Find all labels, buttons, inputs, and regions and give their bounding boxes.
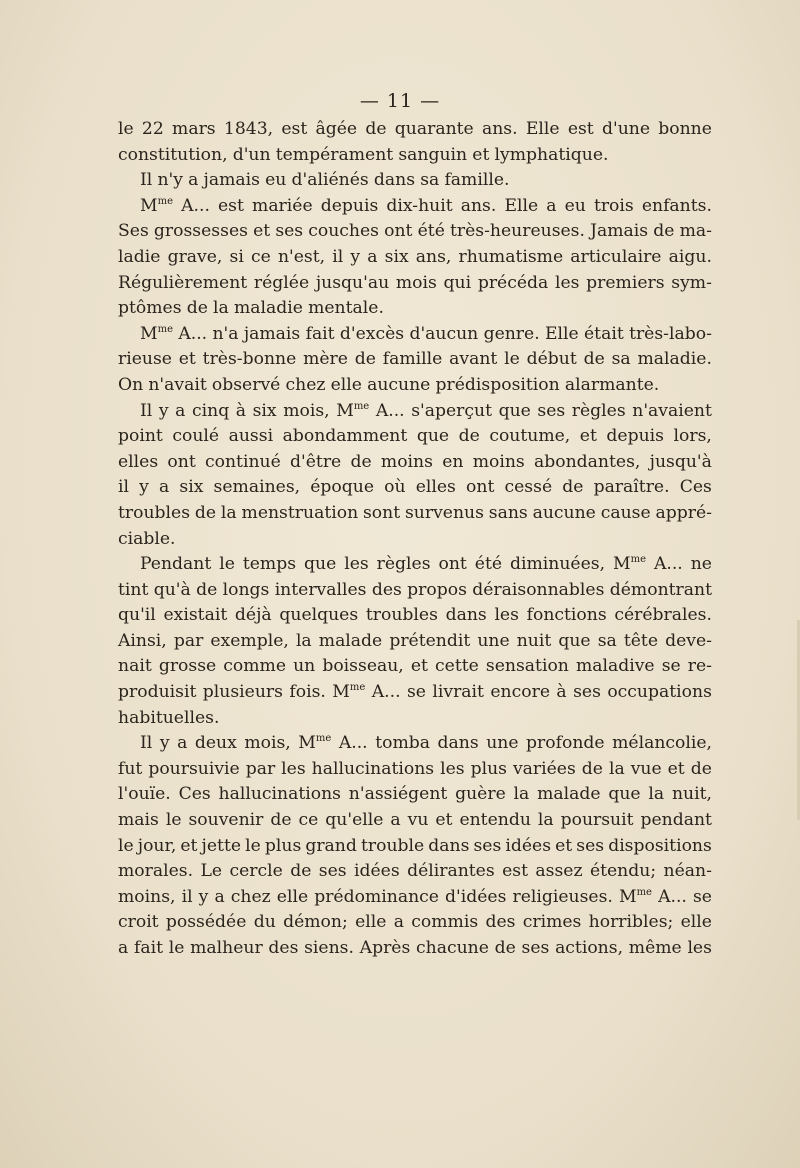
text-line: moins, il y a chez elle prédominance d'idées religieuses. $M^{me}$ A... se — [118, 886, 712, 907]
text-line: On n'avait observé chez elle aucune prédisposition alarmante. — [118, 374, 660, 395]
text-line: point coulé aussi abondamment que de coutume, et depuis lors, — [118, 426, 712, 447]
text-line: Régulièrement réglée jusqu'au mois qui précéda les premiers sym- — [118, 272, 712, 293]
text-line: morales. Le cercle de ses idées délirantes est assez étendu; néan- — [118, 861, 712, 882]
text-line: l'ouïe. Ces hallucinations n'assiégent guère la malade que la nuit, — [118, 784, 712, 805]
text-line: troubles de la menstruation sont survenus sans aucune cause appré- — [118, 502, 712, 523]
text-line: Il y a cinq à six mois, $M^{me}$ A... s'aperçut que ses règles n'avaient — [140, 400, 712, 421]
text-line: Il n'y a jamais eu d'aliénés dans sa famille. — [140, 170, 510, 191]
text-line: croit possédée du démon; elle a commis des crimes horribles; elle — [118, 912, 712, 933]
text-line: mais le souvenir de ce qu'elle a vu et entendu la poursuit pendant — [118, 810, 712, 831]
text-line: le jour, et jette le plus grand trouble dans ses idées et ses dispositions — [118, 835, 712, 856]
text-line: habituelles. — [118, 707, 220, 728]
text-line: rieuse et très-bonne mère de famille avant le début de sa maladie. — [118, 349, 712, 370]
text-line: Ainsi, par exemple, la malade prétendit une nuit que sa tête deve- — [118, 630, 712, 651]
text-line: il y a six semaines, époque où elles ont cessé de paraître. Ces — [118, 477, 712, 498]
text-line: fut poursuivie par les hallucinations les plus variées de la vue et de — [118, 758, 712, 779]
text-line: produisit plusieurs fois. $M^{me}$ A... se livrait encore à ses occupations — [118, 682, 712, 703]
text-line: Pendant le temps que les règles ont été diminuées, $M^{me}$ A... ne — [140, 554, 712, 575]
text-line: le 22 mars 1843, est âgée de quarante ans. Elle est d'une bonne — [118, 119, 712, 139]
body-text — [118, 117, 712, 962]
text-line: ladie grave, si ce n'est, il y a six ans, rhumatisme articulaire aigu. — [118, 246, 712, 267]
text-line: elles ont continué d'être de moins en moins abondantes, jusqu'à — [118, 451, 712, 472]
text-line: nait grosse comme un boisseau, et cette sensation maladive se re- — [118, 656, 712, 677]
text-line: tint qu'à de longs intervalles des propos déraisonnables démontrant — [118, 579, 712, 600]
text-line: constitution, d'un tempérament sanguin et lymphatique. — [118, 144, 609, 165]
text-line: ciable. — [118, 528, 176, 549]
text-line: $M^{me}$ A... est mariée depuis dix-huit ans. Elle a eu trois enfants. — [140, 195, 712, 216]
text-line: qu'il existait déjà quelques troubles dans les fonctions cérébrales. — [118, 605, 712, 626]
page-number: — 11 — — [359, 90, 441, 112]
text-line: a fait le malheur des siens. Après chacune de ses actions, même les — [118, 938, 712, 958]
text-line: ptômes de la maladie mentale. — [118, 298, 384, 319]
text-line: $M^{me}$ A... n'a jamais fait d'excès d'aucun genre. Elle était très-labo- — [140, 323, 712, 344]
text-line: Ses grossesses et ses couches ont été très-heureuses. Jamais de ma- — [118, 221, 712, 242]
text-line: Il y a deux mois, $M^{me}$ A... tomba dans une profonde mélancolie, — [140, 733, 712, 754]
